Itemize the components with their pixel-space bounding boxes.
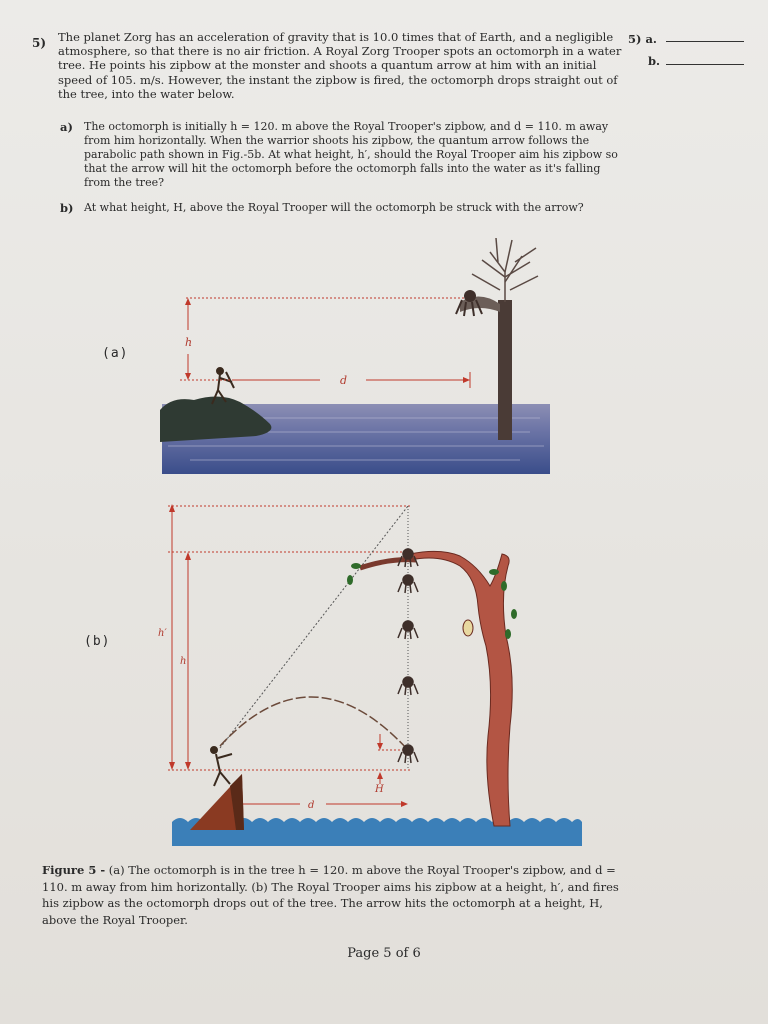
answer-b-label: b.	[648, 54, 661, 68]
h-label-a: h	[185, 336, 193, 349]
d-label-a: d	[340, 374, 348, 387]
answer-a-blank[interactable]	[666, 41, 744, 42]
part-b-text: At what height, H, above the Royal Trooper will the octomorph be struck with the arrow?	[84, 201, 584, 214]
H-label: H	[375, 784, 384, 795]
part-b-label: b)	[60, 201, 74, 215]
caption-text: (a) The octomorph is in the tree h = 120. m above the Royal Trooper's zipbow, and d = 110. m away from him horizontally. (b) The Royal Trooper aims his zipbow at a height, h′, and fires his zipbow as the octomorph drops out of the tree. The arrow hits the octomorph at a height, H, above the Royal Trooper.	[42, 863, 619, 927]
tree-trunk-b	[410, 551, 512, 826]
trooper-b	[211, 747, 232, 786]
part-a-text: The octomorph is initially h = 120. m above the Royal Trooper's zipbow, and d = 110. m away from him horizontally. When the warrior shoots his zipbow, the quantum arrow follows the parabolic path shown in Fig.-5b. At what height, h′, should the Royal Trooper aim his zipbow so that the arrow will hit the octomorph before the octomorph falls into the water as it's falling from the tree?	[84, 120, 618, 189]
h-prime-label: h′	[158, 628, 167, 639]
part-a-label: a)	[60, 120, 73, 134]
figure-a	[160, 232, 552, 476]
answer-b-blank[interactable]	[666, 64, 744, 65]
d-label-b: d	[308, 800, 315, 811]
caption-lead: Figure 5 -	[42, 863, 106, 877]
figure-caption	[42, 862, 632, 928]
page-number: Page 5 of 6	[347, 946, 421, 961]
figure-b-label: (b)	[84, 634, 111, 649]
problem-number: 5)	[32, 36, 47, 50]
problem-stem: The planet Zorg has an acceleration of gravity that is 10.0 times that of Earth, and a negligible atmosphere, so that there is no air friction. A Royal Zorg Trooper spots an octomorph in a water tree. He points his zipbow at the monster and shoots a quantum arrow at him with an initial speed of 105. m/s. However, the instant the zipbow is fired, the octomorph drops straight out of the tree, into the water below.	[58, 30, 622, 101]
figure-a-label: (a)	[102, 346, 129, 361]
rock	[160, 396, 271, 442]
answer-a-label: 5) a.	[628, 32, 657, 46]
figure-b	[160, 496, 592, 848]
h-label-b: h	[180, 656, 187, 667]
